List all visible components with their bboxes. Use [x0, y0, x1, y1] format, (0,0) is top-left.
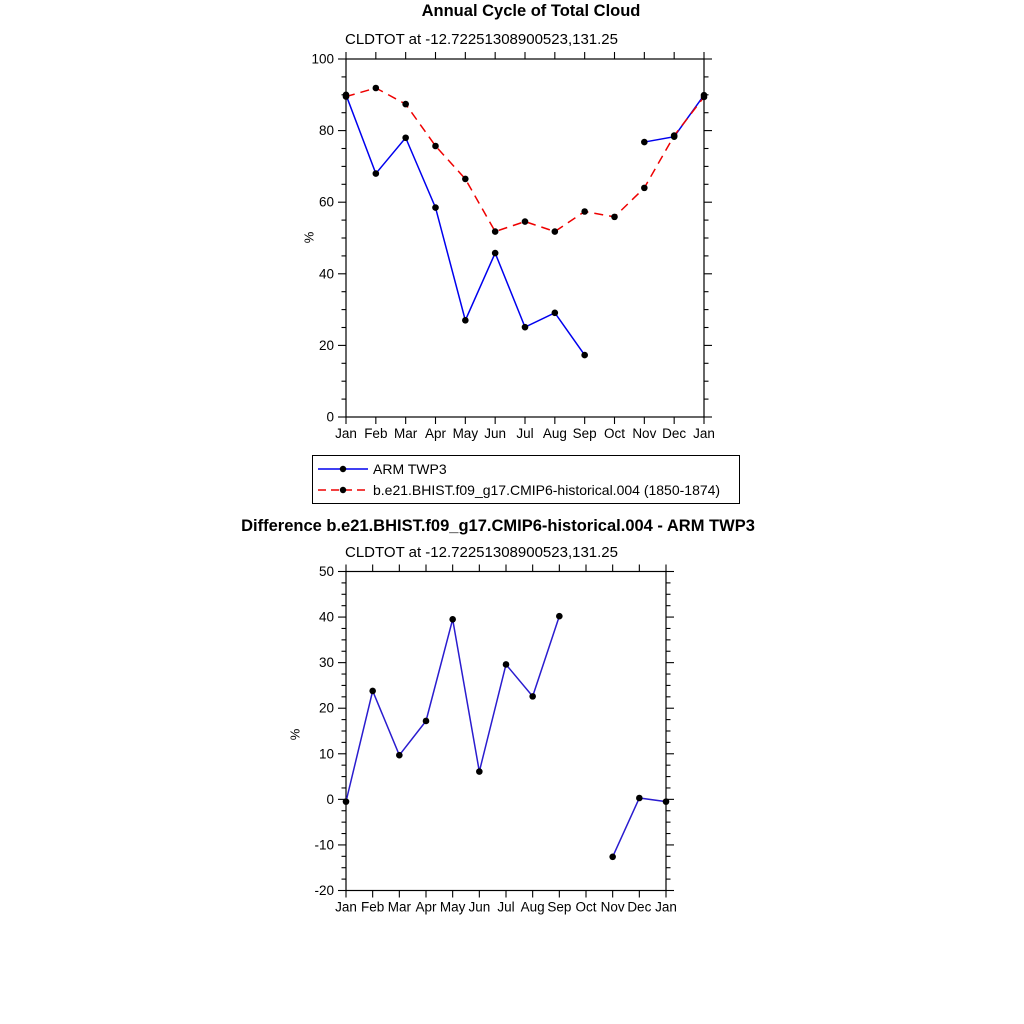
data-point-marker: [522, 324, 529, 331]
difference-title: Difference b.e21.BHIST.f09_g17.CMIP6-historical.004 - ARM TWP3: [241, 517, 755, 535]
y-tick-label: 80: [318, 123, 334, 139]
data-point-marker: [581, 208, 588, 215]
data-point-marker: [476, 768, 483, 775]
x-tick-label: Jan: [655, 899, 677, 915]
x-tick-label: Nov: [600, 899, 625, 915]
x-tick-label: Dec: [627, 899, 652, 915]
data-point-marker: [343, 93, 350, 100]
data-point-marker: [402, 101, 409, 108]
data-point-marker: [373, 170, 380, 177]
data-point-marker: [581, 352, 588, 359]
y-tick-label: 40: [318, 609, 334, 625]
x-tick-label: Jun: [468, 899, 491, 915]
legend-item-arm-twp3: [317, 460, 739, 478]
y-tick-label: 20: [318, 337, 334, 353]
data-point-marker: [529, 693, 536, 700]
data-point-marker: [373, 85, 380, 92]
data-point-marker: [671, 132, 678, 139]
x-tick-label: Apr: [424, 426, 447, 441]
y-tick-label: 40: [318, 266, 334, 282]
y-tick-label: 60: [318, 194, 334, 210]
x-tick-label: Feb: [364, 426, 388, 441]
data-point-marker: [492, 228, 499, 235]
x-tick-label: Mar: [387, 899, 411, 915]
difference-y-axis-label: %: [287, 728, 303, 741]
series-line: [613, 798, 666, 857]
x-tick-label: Aug: [542, 426, 567, 441]
data-point-marker: [611, 214, 618, 221]
x-tick-label: Sep: [547, 899, 572, 915]
x-tick-label: Mar: [394, 426, 418, 441]
x-tick-label: Nov: [632, 426, 657, 441]
x-tick-label: Oct: [575, 899, 597, 915]
data-point-marker: [701, 94, 708, 101]
x-tick-label: Jan: [335, 899, 357, 915]
series-line: [346, 88, 704, 232]
x-tick-label: Oct: [603, 426, 626, 441]
x-tick-label: Sep: [572, 426, 597, 441]
data-point-marker: [552, 228, 559, 235]
data-point-marker: [503, 661, 510, 668]
data-point-marker: [402, 134, 409, 141]
annual-cycle-plot: [311, 52, 714, 442]
data-point-marker: [641, 139, 648, 146]
y-tick-label: 100: [311, 51, 334, 67]
legend-line-sample-blue-solid: [317, 463, 369, 475]
data-point-marker: [432, 204, 439, 211]
plot-border: [346, 572, 666, 891]
data-point-marker: [449, 616, 456, 623]
data-point-marker: [636, 795, 643, 802]
data-point-marker: [556, 613, 563, 620]
data-point-marker: [522, 218, 529, 225]
x-tick-label: Jan: [335, 426, 357, 441]
annual-cycle-y-axis-label: %: [301, 231, 317, 244]
data-point-marker: [343, 798, 350, 805]
data-point-marker: [462, 317, 469, 324]
y-tick-label: 50: [318, 564, 334, 579]
y-tick-label: 0: [326, 791, 334, 807]
y-tick-label: -20: [314, 883, 334, 898]
x-tick-label: Aug: [520, 899, 545, 915]
legend-sample-marker: [340, 466, 346, 472]
legend-label-model: b.e21.BHIST.f09_g17.CMIP6-historical.004 (1850-1874): [373, 482, 721, 498]
y-tick-label: 0: [326, 409, 334, 425]
y-tick-label: 10: [318, 746, 334, 762]
legend-label-arm-twp3: ARM TWP3: [373, 461, 447, 477]
legend: [312, 455, 740, 504]
data-point-marker: [641, 185, 648, 192]
legend-line-sample-red-dashed: [317, 484, 369, 496]
x-tick-label: Dec: [662, 426, 687, 441]
x-tick-label: Apr: [415, 899, 437, 915]
legend-sample-marker: [340, 487, 346, 493]
data-point-marker: [369, 688, 376, 695]
data-point-marker: [609, 853, 616, 860]
plot-border: [346, 59, 704, 417]
data-point-marker: [423, 718, 430, 725]
y-tick-label: 30: [318, 655, 334, 671]
y-tick-label: 20: [318, 700, 334, 716]
annual-cycle-title: Annual Cycle of Total Cloud: [421, 2, 641, 20]
x-tick-label: Jul: [497, 899, 515, 915]
annual-cycle-subtitle: CLDTOT at -12.72251308900523,131.25: [345, 31, 618, 48]
data-point-marker: [462, 176, 469, 183]
x-tick-label: Jun: [484, 426, 507, 441]
x-tick-label: May: [439, 899, 466, 915]
x-tick-label: Jul: [516, 426, 534, 441]
legend-item-model: [317, 481, 739, 499]
series-line: [346, 95, 585, 355]
data-point-marker: [396, 752, 403, 759]
data-point-marker: [663, 798, 670, 805]
x-tick-label: Feb: [361, 899, 385, 915]
data-point-marker: [432, 143, 439, 150]
data-point-marker: [552, 310, 559, 317]
x-tick-label: May: [452, 426, 479, 441]
series-line: [346, 616, 559, 801]
difference-plot: [314, 564, 676, 915]
data-point-marker: [492, 250, 499, 257]
y-tick-label: -10: [314, 837, 334, 853]
difference-subtitle: CLDTOT at -12.72251308900523,131.25: [345, 544, 618, 561]
x-tick-label: Jan: [693, 426, 715, 441]
